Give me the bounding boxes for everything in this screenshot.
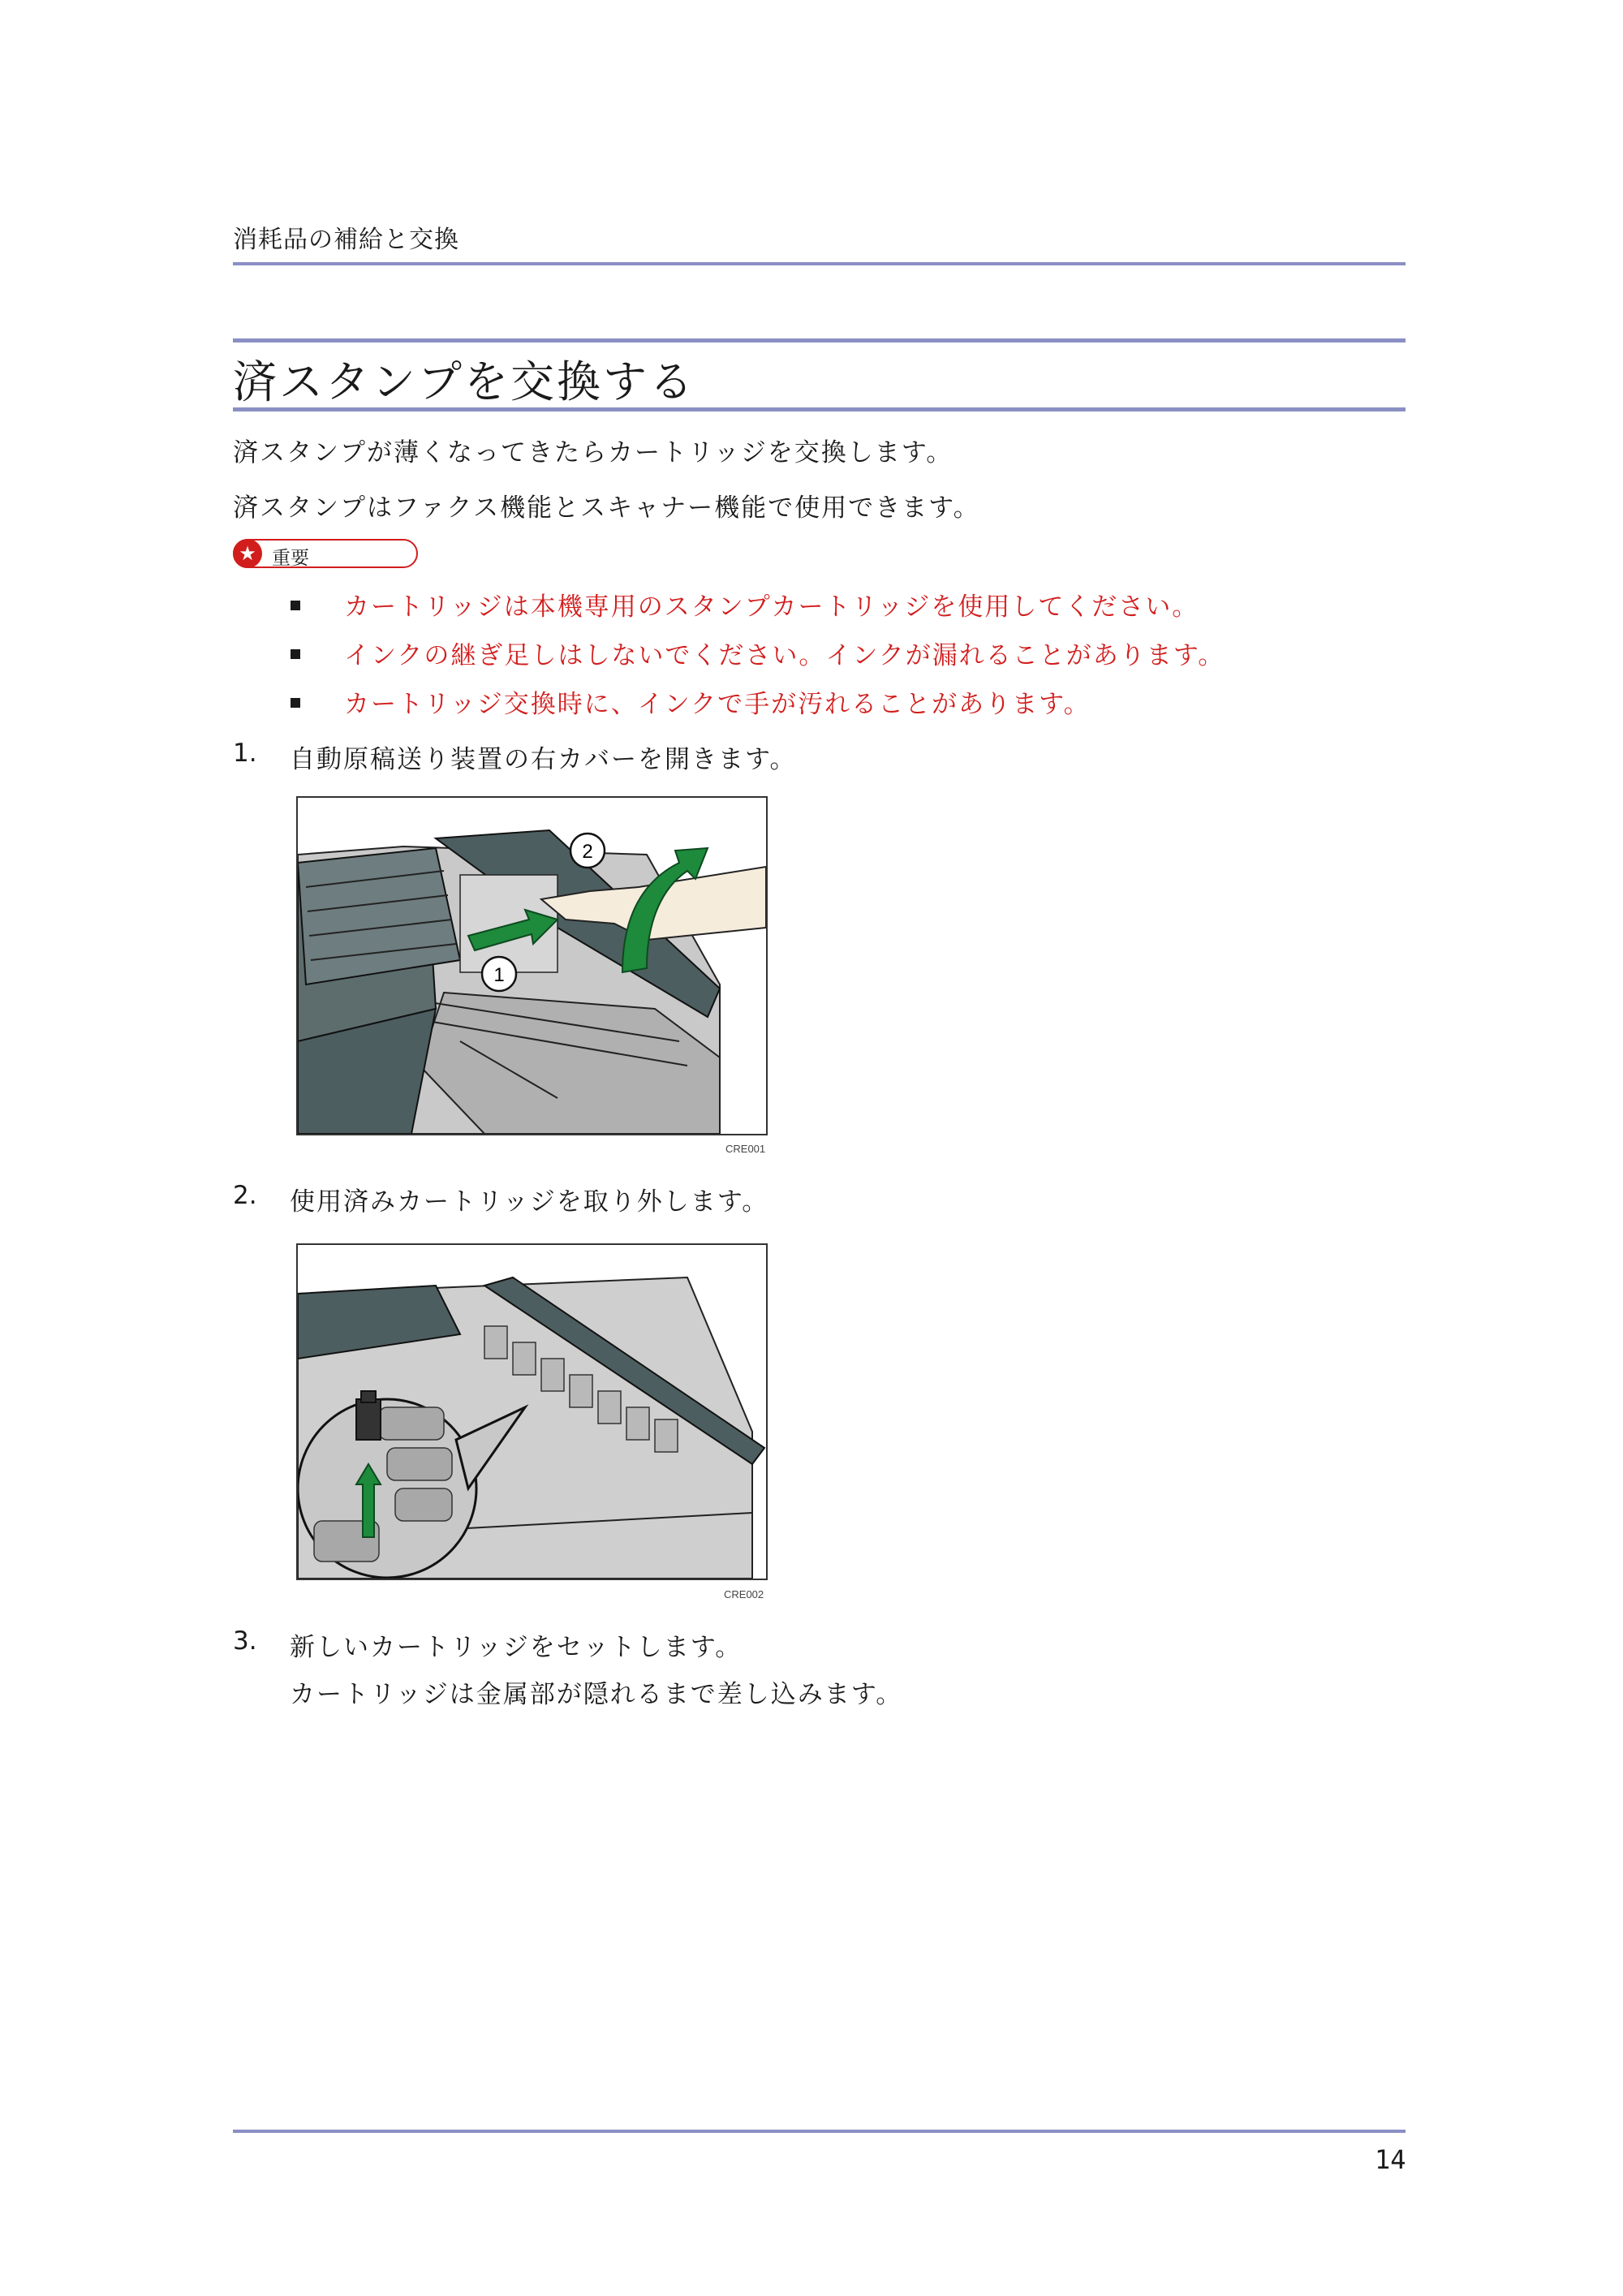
title-rule-bottom — [233, 407, 1406, 411]
step-subtext: カートリッジは金属部が隠れるまで差し込みます。 — [290, 1680, 903, 1709]
bullet-icon — [291, 698, 300, 708]
important-badge — [233, 539, 418, 568]
figure-code: CRE002 — [724, 1588, 764, 1600]
bullet-icon — [291, 649, 300, 659]
page-number: 14 — [1375, 2144, 1406, 2175]
intro-line-1: 済スタンプが薄くなってきたらカートリッジを交換します。 — [233, 438, 954, 467]
illustration-adf-cover — [298, 798, 766, 1134]
warning-item: カートリッジは本機専用のスタンプカートリッジを使用してください。 — [344, 592, 1199, 622]
section-title: 消耗品の補給と交換 — [233, 226, 459, 254]
step-number: 3. — [233, 1626, 257, 1656]
callout-1: 1 — [493, 964, 505, 986]
title-rule-top — [233, 338, 1406, 342]
step-number: 1. — [233, 739, 257, 768]
step-number: 2. — [233, 1181, 257, 1210]
figure-code: CRE001 — [725, 1143, 766, 1155]
bullet-icon — [291, 601, 300, 610]
step-text: 自動原稿送り装置の右カバーを開きます。 — [290, 745, 797, 774]
header-rule — [233, 262, 1406, 265]
page-title: 済スタンプを交換する — [233, 356, 695, 407]
intro-line-2: 済スタンプはファクス機能とスキャナー機能で使用できます。 — [233, 493, 980, 523]
star-icon: ★ — [233, 539, 262, 568]
callout-2: 2 — [582, 841, 593, 863]
warning-item: インクの継ぎ足しはしないでください。インクが漏れることがあります。 — [344, 641, 1225, 670]
step-text: 新しいカートリッジをセットします。 — [290, 1633, 743, 1662]
step-text: 使用済みカートリッジを取り外します。 — [290, 1187, 769, 1217]
illustration-remove-cartridge — [298, 1245, 766, 1579]
footer-rule — [233, 2130, 1406, 2133]
important-badge-label: 重要 — [272, 548, 309, 569]
figure-open-cover — [296, 796, 768, 1135]
figure-remove-cartridge — [296, 1243, 768, 1580]
warning-item: カートリッジ交換時に、インクで手が汚れることがあります。 — [344, 690, 1091, 719]
